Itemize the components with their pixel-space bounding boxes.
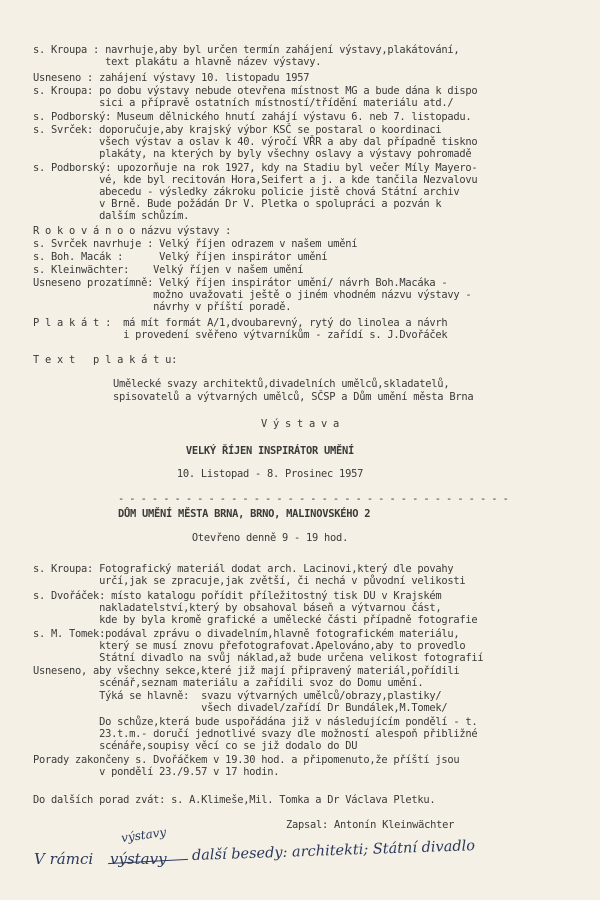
poster-line: spisovatelů a výtvarných umělců, SČSP a Dům umění města Brna [113, 391, 474, 403]
minutes-line: Porady zakončeny s. Dvořáčkem v 19.30 hod. a připomenuto,že příští jsou [33, 754, 460, 766]
minutes-line: P l a k á t : má mít formát A/1,dvoubarevný, rytý do linolea a návrh [33, 317, 448, 329]
minutes-line: Usneseno : zahájení výstavy 10. listopadu 1957 [33, 72, 310, 84]
handwritten-struck-word: výstavy [110, 850, 167, 868]
minutes-line: s. Dvořáček: místo katalogu pořídit příležitostný tisk DU v Krajském [33, 590, 442, 602]
minutes-line: v pondělí 23./9.57 v 17 hodin. [33, 766, 280, 778]
invite-line: Do dalších porad zvát: s. A.Klimeše,Mil. Tomka a Dr Václava Pletku. [33, 794, 436, 806]
minutes-line: plakáty, na kterých by byly všechny oslavy a výstavy pohromadě [33, 148, 472, 160]
minutes-line: všech výstav a oslav k 40. výročí VŘR a aby dal případně tiskno [33, 136, 478, 148]
minutes-line: s. Svrček navrhuje : Velký říjen odrazem v našem umění [33, 238, 358, 250]
minutes-line: nakladatelství,který by obsahoval báseň a výtvarnou část, [33, 602, 442, 614]
minutes-line: abecedu - výsledky zákroku policie jistě chová Státní archiv [33, 186, 460, 198]
minutes-line: Usneseno prozatímně: Velký říjen inspirátor umění/ návrh Boh.Macáka - [33, 277, 448, 289]
handwritten-insertion: výstavy [120, 824, 168, 846]
minutes-line: sici a přípravě ostatních místností/třídění materiálu atd./ [33, 97, 454, 109]
minutes-line: Do schůze,která bude uspořádána již v následujícím pondělí - t. [33, 716, 478, 728]
minutes-line: s. Kroupa: po dobu výstavy nebude otevřena místnost MG a bude dána k dispo [33, 85, 478, 97]
poster-venue: DŮM UMĚNÍ MĚSTA BRNA, BRNO, MALINOVSKÉHO 2 [118, 508, 371, 520]
minutes-line: Státní divadlo na svůj náklad,až bude určena velikost fotografií [33, 652, 484, 664]
poster-rule: - - - - - - - - - - - - - - - - - - - - - - - - - - - - - - - - - - - [118, 493, 509, 505]
minutes-line: s. Svrček: doporučuje,aby krajský výbor KSČ se postaral o koordinaci [33, 124, 442, 136]
minutes-line: R o k o v á n o o názvu výstavy : [33, 225, 232, 237]
minutes-line: s. Kleinwächter: Velký říjen v našem umění [33, 264, 304, 276]
minutes-line: s. Kroupa : navrhuje,aby byl určen termín zahájení výstavy,plakátování, [33, 44, 460, 56]
minutes-line: vé, kde byl recitován Hora,Seifert a j. a kde tančila Nezvalovu [33, 174, 478, 186]
poster-line: Umělecké svazy architektů,divadelních umělců,skladatelů, [113, 378, 450, 390]
minutes-line: s. M. Tomek:podával zprávu o divadelním,hlavně fotografickém materiálu, [33, 628, 460, 640]
minutes-line: všech divadel/zařídí Dr Bundálek,M.Tomek/ [33, 702, 448, 714]
minutes-line: Usneseno, aby všechny sekce,které již mají připravený materiál,pořídili [33, 665, 460, 677]
minutes-line: s. Kroupa: Fotografický materiál dodat arch. Lacinovi,který dle povahy [33, 563, 454, 575]
minutes-line: scénář,seznam materiálu a zařídili svoz do Domu umění. [33, 677, 424, 689]
poster-hours: Otevřeno denně 9 - 19 hod. [191, 532, 349, 544]
minutes-line: s. Boh. Macák : Velký říjen inspirátor umění [33, 251, 328, 263]
minutes-line: návrhy v příští poradě. [33, 301, 292, 313]
poster-text-heading: T e x t p l a k á t u: [33, 354, 178, 366]
handwritten-rest: další besedy: architekti; Státní divadlo [191, 838, 476, 864]
minutes-line: text plakátu a hlavně název výstavy. [33, 56, 322, 68]
minutes-line: i provedení svěřeno výtvarníkům - zařídí s. J.Dvořáček [33, 329, 448, 341]
recorded-by: Zapsal: Antonín Kleinwächter [286, 819, 455, 831]
poster-dates: 10. Listopad - 8. Prosinec 1957 [176, 468, 364, 480]
minutes-line: v Brně. Bude požádán Dr V. Pletka o spolupráci a pozván k [33, 198, 442, 210]
minutes-line: s. Podborský: Museum dělnického hnutí zahájí výstavu 6. neb 7. listopadu. [33, 111, 472, 123]
minutes-line: scénáře,soupisy věcí co se již dodalo do DU [33, 740, 358, 752]
minutes-line: možno uvažovati ještě o jiném vhodném názvu výstavy - [33, 289, 472, 301]
minutes-line: s. Podborský: upozorňuje na rok 1927, kdy na Stadiu byl večer Míly Mayero- [33, 162, 478, 174]
handwritten-start: V rámci [34, 850, 94, 868]
minutes-line: který se musí znovu přefotografovat.Apelováno,aby to provedlo [33, 640, 466, 652]
minutes-line: 23.t.m.- doručí jednotlivé svazy dle možností alespoň přibližné [33, 728, 478, 740]
minutes-line: určí,jak se zpracuje,jak zvětší, či nechá v původní velikosti [33, 575, 466, 587]
minutes-line: kde by byla kromě grafické a umělecké části případně fotografie [33, 614, 478, 626]
poster-title: VELKÝ ŘÍJEN INSPIRÁTOR UMĚNÍ [185, 445, 355, 457]
poster-vystava: V ý s t a v a [260, 418, 340, 430]
minutes-line: dalším schůzím. [33, 210, 190, 222]
minutes-line: Týká se hlavně: svazu výtvarných umělců/obrazy,plastiky/ [33, 690, 442, 702]
